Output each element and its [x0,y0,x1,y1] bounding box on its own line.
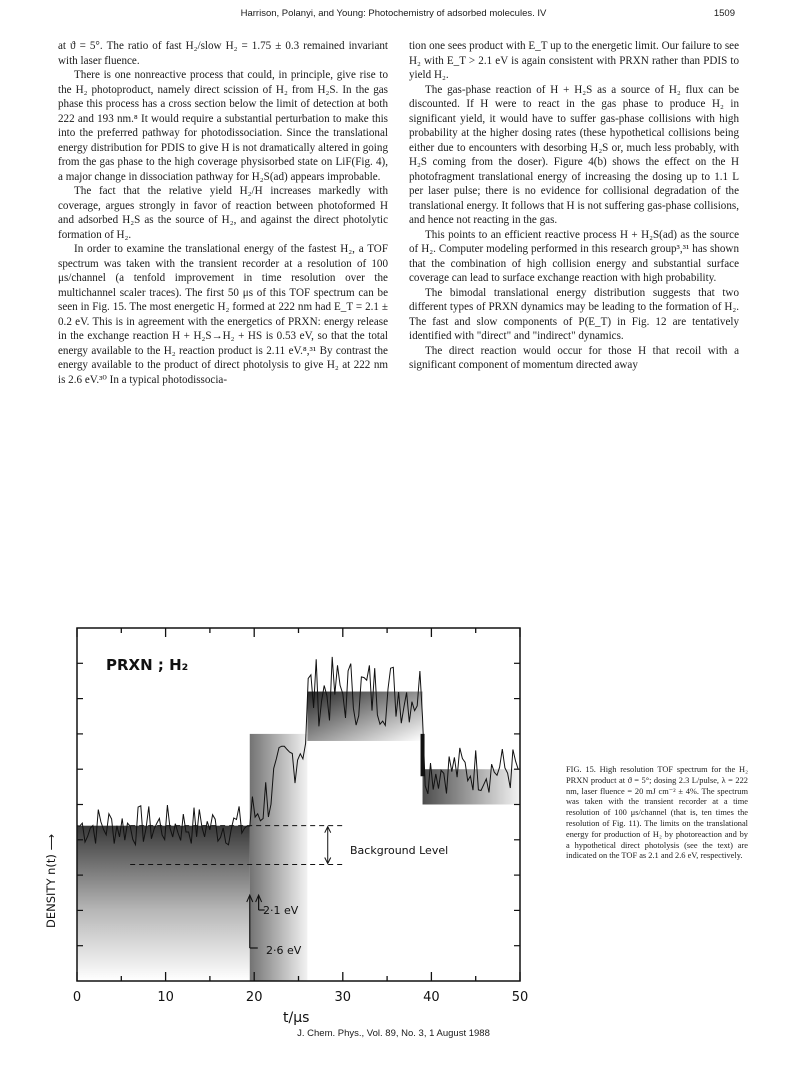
left-paragraph-4: In order to examine the translational energy of the fastest H₂, a TOF spectrum was taken with the transient recorder at a resolution of 100 μs/channel (a tenfold improvement in time resolution over the multichannel scaler traces). The first 50 μs of this TOF spectrum can be seen in Fig. 15. The most energetic H₂ formed at 222 nm had E_T = 2.1 ± 0.2 eV. This is in agreement with the energetics of PRXN: energy release in the exchange reaction H + H₂S→H₂ + HS is 0.53 eV, so that the total energy available to the H₂ reaction product is 2.11 eV.⁸,³¹ By contrast the energy available to the product of direct photolysis to give H₂ at 222 nm is 2.6 eV.³⁰ In a typical photodissocia- [58,243,388,386]
left-paragraph-3: The fact that the relative yield H₂/H increases markedly with coverage, argues strongly in favor of reaction between photoformed H and adsorbed H₂S as the source of H₂, and against the direct photolytic formation of H₂. [58,185,388,241]
x-tick-labels [73,990,528,1005]
y-axis-label: DENSITY n(t) ⟶ [44,833,58,928]
right-paragraph-2: The gas-phase reaction of H + H₂S as a source of H₂ flux can be discounted. If H were to react in the gas phase to produce H₂ in significant yield, it would have to suffer gas-phase collisions with high probability at the higher dosing rates (these hypothetical collisions being either due to encounters with desorbing H₂S or, much less probably, with H₂S coming from the doser). Figure 4(b) shows the effect on the H photofragment translational energy of increasing the dosing up to 1.1 L per laser pulse; there is no evidence for collisional degradation of the translational energy. It follows that H is not suffering gas-phase collisions, and hence not reacting in the gas. [409,83,739,226]
x-tick-label-20: 20 [245,990,263,1005]
x-tick-label-40: 40 [423,990,440,1005]
figure-15 [40,618,560,1033]
right-paragraph-4: The bimodal translational energy distribution suggests that two different types of PRXN dynamics may be leading to the formation of H₂. The fast and slow components of P(E_T) in Fig. 12 are tentatively identified with "direct" and "indirect" dynamics. [409,286,739,342]
shade-region-1 [77,826,250,981]
page-header [0,8,787,24]
x-tick-label-50: 50 [511,990,529,1005]
tof-chart [40,618,560,1033]
left-paragraph-1: at ϑ = 5°. The ratio of fast H₂/slow H₂ = 1.75 ± 0.3 remained invariant with laser fluence. [58,40,388,67]
right-column [409,39,739,373]
right-paragraph-3: This points to an efficient reactive process H + H₂S(ad) as the source of H₂. Computer modeling performed in this research group³,³¹ has shown that the combination of high collision energy and substantial surface coverage can lead to surface exchange reaction with high probability. [409,228,739,284]
annotation-2-1-ev: 2·1 eV [263,904,299,917]
page-number: 1509 [713,8,735,19]
annotation-2-6-ev: 2·6 eV [266,944,302,957]
running-title: Harrison, Polanyi, and Young: Photochemistry of adsorbed molecules. IV [240,8,547,19]
x-axis-label: t/μs [283,1010,310,1026]
background-label: Background Level [350,844,449,857]
page-footer: J. Chem. Phys., Vol. 89, No. 3, 1 August 1988 [297,1028,490,1039]
right-paragraph-1: tion one sees product with E_T up to the energetic limit. Our failure to see H₂ with E_T > 2.1 eV is again consistent with PRXN rather than PDIS to yield H₂. [409,40,739,81]
x-tick-label-0: 0 [72,990,82,1005]
right-paragraph-5: The direct reaction would occur for those H that recoil with a significant component of momentum directed away [409,344,739,371]
x-tick-label-30: 30 [334,990,352,1005]
left-column [58,39,388,387]
panel-label: PRXN ; H₂ [106,656,189,674]
x-tick-label-10: 10 [157,990,174,1005]
left-paragraph-2: There is one nonreactive process that could, in principle, give rise to the H₂ photoproduct, namely direct scission of H₂ from H₂S. In the gas phase this process has a cross section below the limit of detection at both 222 and 193 nm.⁸ It would require a substantial perturbation to make this into the preferred pathway for photodissociation. Since the translational energy distribution for PDIS to give H is not dramatically altered in going from the gas phase to the high coverage physisorbed state on LiF(Fig. 4), a major change in dissociation pathway for H₂S(ad) appears improbable. [58,69,388,183]
figure-caption: FIG. 15. High resolution TOF spectrum for the H₂ PRXN product at ϑ = 5°; dosing 2.3 L/pulse, λ = 222 nm, laser fluence = 20 mJ cm⁻² ± 4%. The spectrum was taken with the transient recorder at a time resolution of 100 μs/channel (that is, ten times the resolution of Fig. 11). The limits on the translational energy for production of H₂ by photoreaction and by a hypothetical direct photolysis (see the text) are indicated on the TOF as 2.1 and 2.6 eV, respectively. [566,765,748,861]
shade-region-4 [423,769,520,804]
